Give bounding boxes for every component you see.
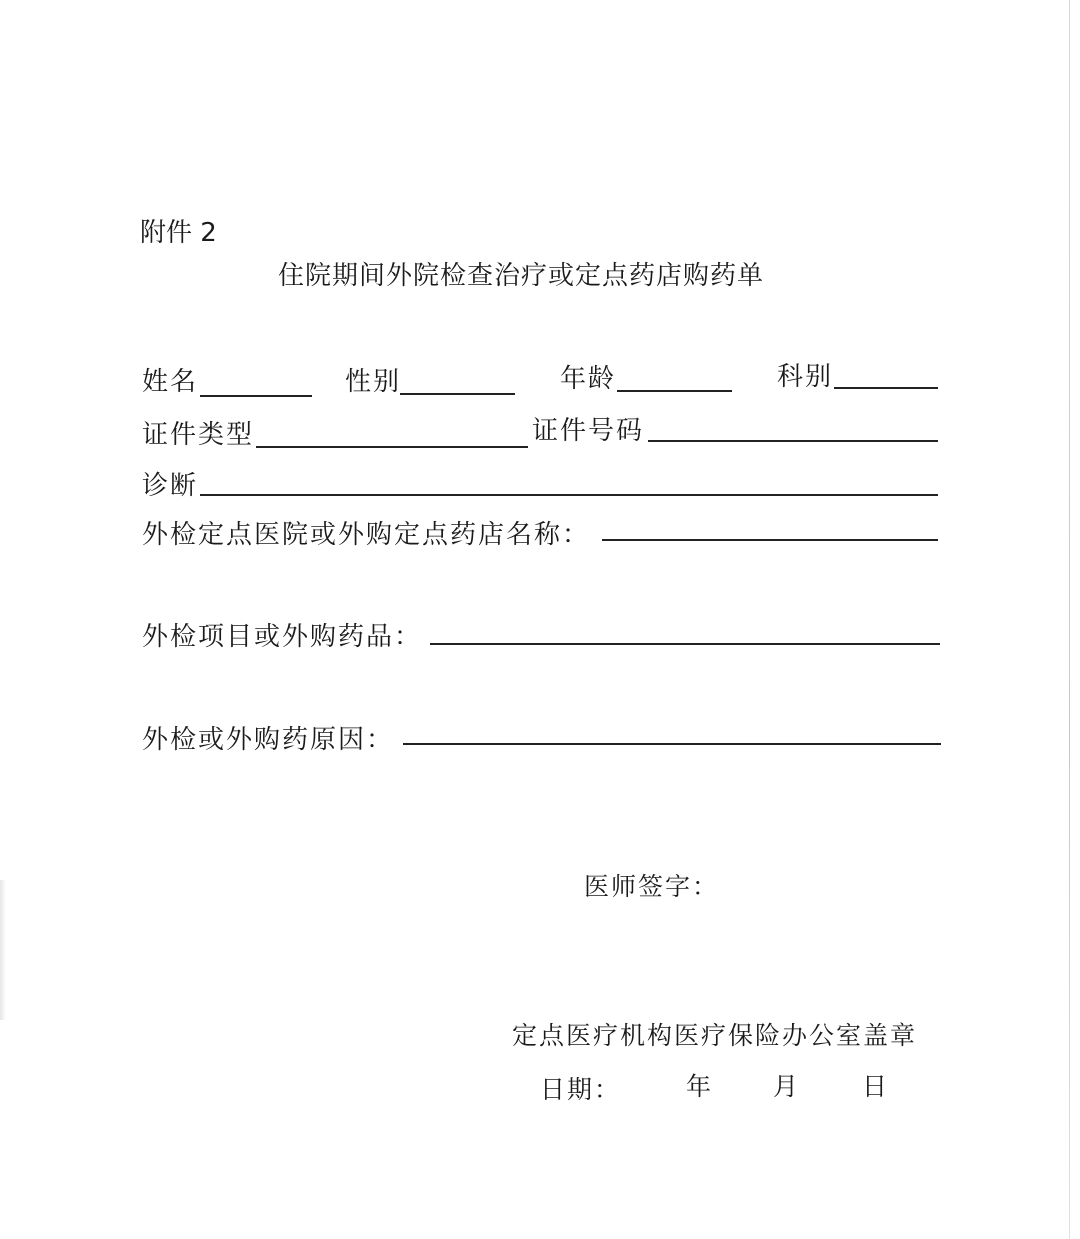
reason-field[interactable] [403, 743, 941, 745]
id-number-field[interactable] [648, 440, 938, 442]
doctor-signature-label: 医师签字： [584, 872, 720, 901]
date-year: 年 [686, 1072, 714, 1101]
form-title: 住院期间外院检查治疗或定点药店购药单 [278, 261, 765, 291]
items-field[interactable] [430, 643, 940, 645]
age-field[interactable] [617, 390, 732, 392]
id-type-label: 证件类型 [142, 420, 255, 450]
date-month: 月 [773, 1072, 801, 1101]
date-day: 日 [862, 1072, 890, 1101]
gender-label: 性别 [345, 367, 402, 397]
seal-label: 定点医疗机构医疗保险办公室盖章 [512, 1021, 918, 1050]
gender-field[interactable] [400, 393, 515, 395]
id-number-label: 证件号码 [532, 416, 645, 446]
name-field[interactable] [200, 395, 312, 397]
diagnosis-field[interactable] [200, 494, 938, 496]
name-label: 姓名 [142, 367, 199, 397]
age-label: 年龄 [560, 364, 617, 394]
department-label: 科别 [777, 362, 834, 392]
diagnosis-label: 诊断 [142, 471, 199, 501]
scan-shadow [0, 880, 6, 1020]
id-type-field[interactable] [256, 446, 528, 448]
items-label: 外检项目或外购药品： [142, 622, 423, 652]
attachment-label: 附件 2 [140, 218, 217, 248]
date-label: 日期： [540, 1075, 622, 1104]
facility-field[interactable] [602, 539, 938, 541]
facility-label: 外检定点医院或外购定点药店名称： [142, 520, 591, 550]
scan-edge [1069, 0, 1070, 1239]
department-field[interactable] [834, 387, 938, 389]
reason-label: 外检或外购药原因： [142, 725, 395, 755]
